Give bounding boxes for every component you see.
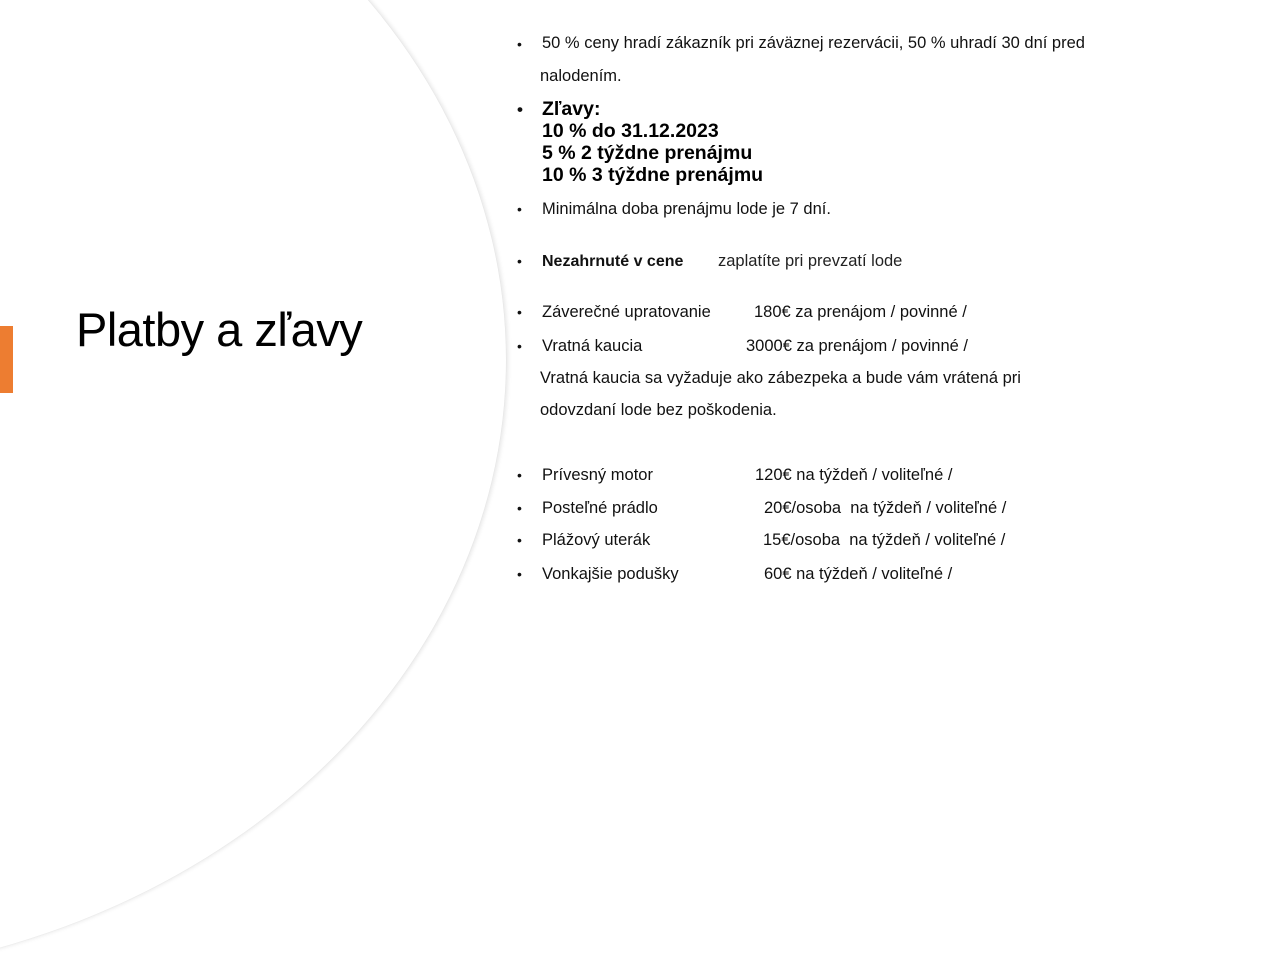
deposit-label: Vratná kaucia (542, 337, 643, 355)
bullet: • (517, 338, 522, 354)
deposit-note-2: odovzdaní lode bez poškodenia. (540, 401, 777, 419)
cushion-value: 60€ na týždeň / voliteľné / (764, 565, 953, 583)
bullet: • (517, 253, 522, 269)
payment-line-2: nalodením. (540, 67, 622, 85)
minimum-rental: Minimálna doba prenájmu lode je 7 dní. (542, 200, 831, 218)
bullet: • (517, 500, 522, 516)
bullet: • (517, 304, 522, 320)
bullet: • (517, 566, 522, 582)
deposit-value: 3000€ za prenájom / povinné / (746, 337, 968, 355)
motor-value: 120€ na týždeň / voliteľné / (755, 466, 953, 484)
discount-1: 10 % do 31.12.2023 (542, 120, 719, 142)
bullet: • (517, 100, 523, 119)
cleaning-label: Záverečné upratovanie (542, 303, 711, 321)
cushion-label: Vonkajšie podušky (542, 565, 679, 583)
not-included-label: Nezahrnuté v cene (542, 253, 684, 270)
discount-2: 5 % 2 týždne prenájmu (542, 142, 753, 164)
linen-label: Posteľné prádlo (542, 499, 658, 517)
motor-label: Prívesný motor (542, 466, 653, 484)
deposit-note-1: Vratná kaucia sa vyžaduje ako zábezpeka a bude vám vrátená pri (540, 369, 1021, 387)
payment-line-1: 50 % ceny hradí zákazník pri záväznej rezervácii, 50 % uhradí 30 dní pred (542, 34, 1085, 52)
discount-block (542, 98, 763, 186)
discount-3: 10 % 3 týždne prenájmu (542, 164, 764, 186)
towel-value: 15€/osoba na týždeň / voliteľné / (763, 531, 1006, 549)
cleaning-value: 180€ za prenájom / povinné / (754, 303, 967, 321)
linen-value: 20€/osoba na týždeň / voliteľné / (764, 499, 1007, 517)
slide-title: Platby a zľavy (76, 303, 363, 356)
not-included-note: zaplatíte pri prevzatí lode (718, 252, 903, 270)
bullet: • (517, 201, 522, 217)
discount-heading: Zľavy: (542, 98, 601, 120)
bullet: • (517, 36, 522, 52)
towel-label: Plážový uterák (542, 531, 651, 549)
bullet: • (517, 467, 522, 483)
bullet: • (517, 532, 522, 548)
